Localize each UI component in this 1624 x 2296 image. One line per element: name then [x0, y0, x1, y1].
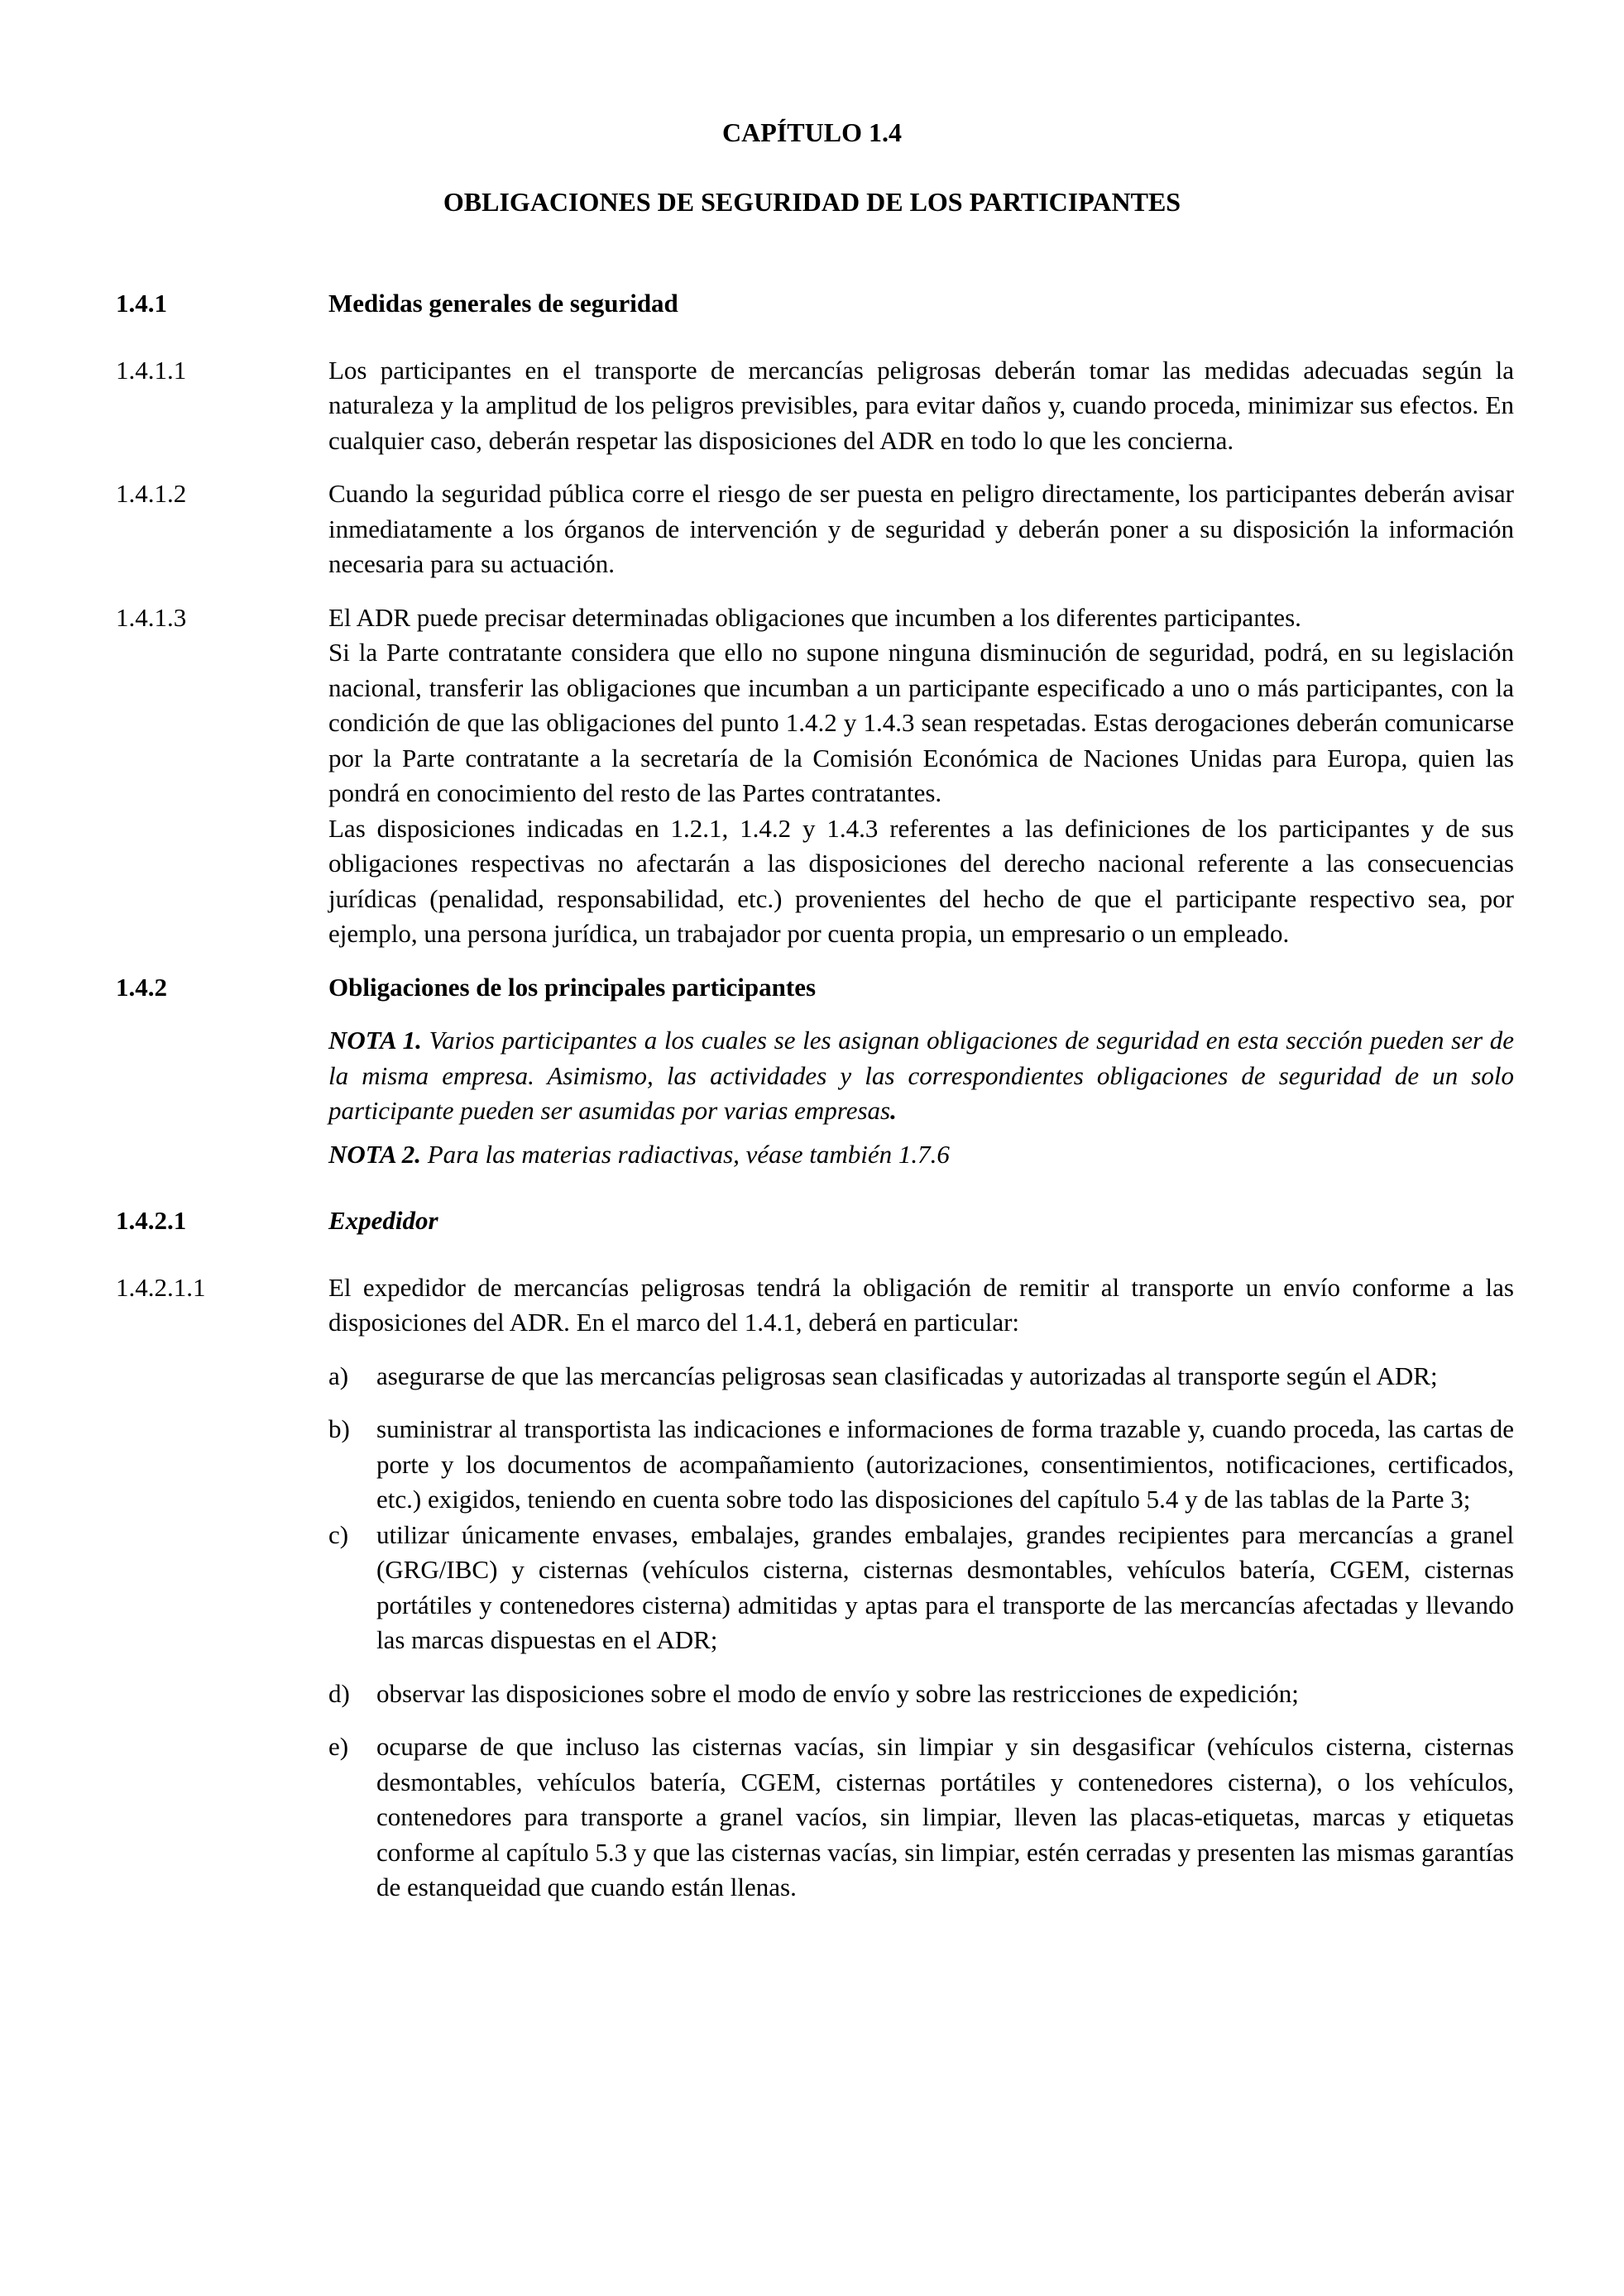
document-body: [116, 286, 1514, 1906]
list-item-c: [328, 1518, 1514, 1658]
list-marker: c): [328, 1519, 349, 1549]
section-title: Expedidor: [328, 1206, 438, 1235]
paragraph-1-4-1-3: [116, 600, 1514, 952]
paragraph-1-4-2-1-1: [116, 1270, 1514, 1906]
note-end: .: [890, 1096, 897, 1125]
paragraph-text: [328, 600, 1514, 952]
list-marker: a): [328, 1361, 349, 1390]
paragraph-text-2: Si la Parte contratante considera que ello no supone ninguna disminución de seguridad, podrá, en su legislación nacional, transferir las obligaciones que incumban a un participante especificado a uno o más participantes, con la condición de que las obligaciones del punto 1.4.2 y 1.4.3 sean respetadas. Estas derogaciones deberán comunicarse por la Parte contratante a la secretaría de la Comisión Económica de Naciones Unidas para Europa, quien las pondrá en conocimiento del resto de las Partes contratantes.: [328, 638, 1514, 807]
list-marker: e): [328, 1732, 349, 1761]
list-marker: b): [328, 1414, 350, 1443]
list-text: ocuparse de que incluso las cisternas vacías, sin limpiar y sin desgasificar (vehículos cisterna, cisternas desmontables, vehículos batería, CGEM, cisternas portátiles y contenedores cisterna), o los vehículos, contenedores para transporte a granel vacíos, sin limpiar, lleven las placas-etiquetas, marcas y etiquetas conforme al capítulo 5.3 y que las cisternas vacías, sin limpiar, estén cerradas y presenten las mismas garantías de estanqueidad que cuando están llenas.: [376, 1732, 1514, 1901]
section-heading-1-4-2-1: [116, 1203, 1514, 1239]
paragraph-text: Los participantes en el transporte de mercancías peligrosas deberán tomar las medidas adecuadas según la naturaleza y la amplitud de los peligros previsibles, para evitar daños y, cuando proceda, minimizar sus efectos. En cualquier caso, deberán respetar las disposiciones del ADR en todo lo que les concierna.: [328, 355, 1514, 455]
list-item-d: [328, 1677, 1514, 1712]
section-number: 1.4.2.1: [116, 1206, 187, 1235]
paragraph-1-4-1-2: [116, 476, 1514, 582]
section-number: 1.4.2: [116, 972, 167, 1002]
note-body: Para las materias radiactivas, véase también 1.7.6: [420, 1139, 950, 1169]
section-heading-1-4-1: [116, 286, 1514, 322]
list-text: asegurarse de que las mercancías peligrosas sean clasificadas y autorizadas al transporte según el ADR;: [376, 1361, 1438, 1390]
paragraph-number: 1.4.1.2: [116, 479, 187, 508]
chapter-title: OBLIGACIONES DE SEGURIDAD DE LOS PARTICIPANTES: [443, 187, 1181, 217]
paragraph-1-4-1-1: [116, 353, 1514, 459]
note-1: [116, 1023, 1514, 1129]
chapter-label: CAPÍTULO 1.4: [722, 117, 902, 147]
paragraph-text: Cuando la seguridad pública corre el riesgo de ser puesta en peligro directamente, los participantes deberán avisar inmediatamente a los órganos de intervención y de seguridad y deberán poner a su disposición la información necesaria para su actuación.: [328, 479, 1514, 578]
section-title: Obligaciones de los principales participantes: [328, 972, 817, 1002]
note-body: Varios participantes a los cuales se les asignan obligaciones de seguridad en esta sección pueden ser de la misma empresa. Asimismo, las actividades y las correspondientes obligaciones de seguridad de un solo participante pueden ser asumidas por varias empresas: [328, 1026, 1514, 1125]
list-item-b: [328, 1412, 1514, 1518]
list-text: utilizar únicamente envases, embalajes, grandes embalajes, grandes recipientes para mercancías a granel (GRG/IBC) y cisternas (vehículos cisterna, cisternas desmontables, vehículos batería, CGEM, cisternas portátiles y contenedores cisterna) admitidas y aptas para el transporte de las mercancías afectadas y llevando las marcas dispuestas en el ADR;: [376, 1519, 1514, 1654]
paragraph-number: 1.4.1.1: [116, 355, 187, 385]
paragraph-number: 1.4.2.1.1: [116, 1272, 206, 1302]
note-label: NOTA 2.: [328, 1139, 421, 1169]
note-text: [328, 1023, 1514, 1129]
paragraph-number: 1.4.1.3: [116, 602, 187, 632]
list-text: observar las disposiciones sobre el modo de envío y sobre las restricciones de expedición;: [376, 1678, 1299, 1708]
list-marker: d): [328, 1678, 350, 1708]
paragraph-text: [328, 1270, 1514, 1906]
paragraph-text-3: Las disposiciones indicadas en 1.2.1, 1.4.2 y 1.4.3 referentes a las definiciones de los participantes y de sus obligaciones respectivas no afectarán a las disposiciones del derecho nacional referente a las consecuencias jurídicas (penalidad, responsabilidad, etc.) provenientes del hecho de que el participante respectivo sea, por ejemplo, una persona jurídica, un trabajador por cuenta propia, un empresario o un empleado.: [328, 813, 1514, 948]
section-heading-1-4-2: [116, 970, 1514, 1006]
section-title: Medidas generales de seguridad: [328, 289, 678, 318]
list-item-e: [328, 1729, 1514, 1906]
paragraph-text-1: El ADR puede precisar determinadas obligaciones que incumben a los diferentes participantes.: [328, 602, 1301, 632]
list-item-a: [328, 1359, 1514, 1394]
paragraph-intro: El expedidor de mercancías peligrosas tendrá la obligación de remitir al transporte un envío conforme a las disposiciones del ADR. En el marco del 1.4.1, deberá en particular:: [328, 1272, 1514, 1337]
section-number: 1.4.1: [116, 289, 167, 318]
note-text: [328, 1137, 1514, 1173]
note-2: [116, 1137, 1514, 1173]
note-label: NOTA 1.: [328, 1026, 422, 1055]
list-text: suministrar al transportista las indicaciones e informaciones de forma trazable y, cuando proceda, las cartas de porte y los documentos de acompañamiento (autorizaciones, consentimientos, notificaciones, certificados, etc.) exigidos, teniendo en cuenta sobre todo las disposiciones del capítulo 5.4 y de las tablas de la Parte 3;: [376, 1414, 1514, 1514]
